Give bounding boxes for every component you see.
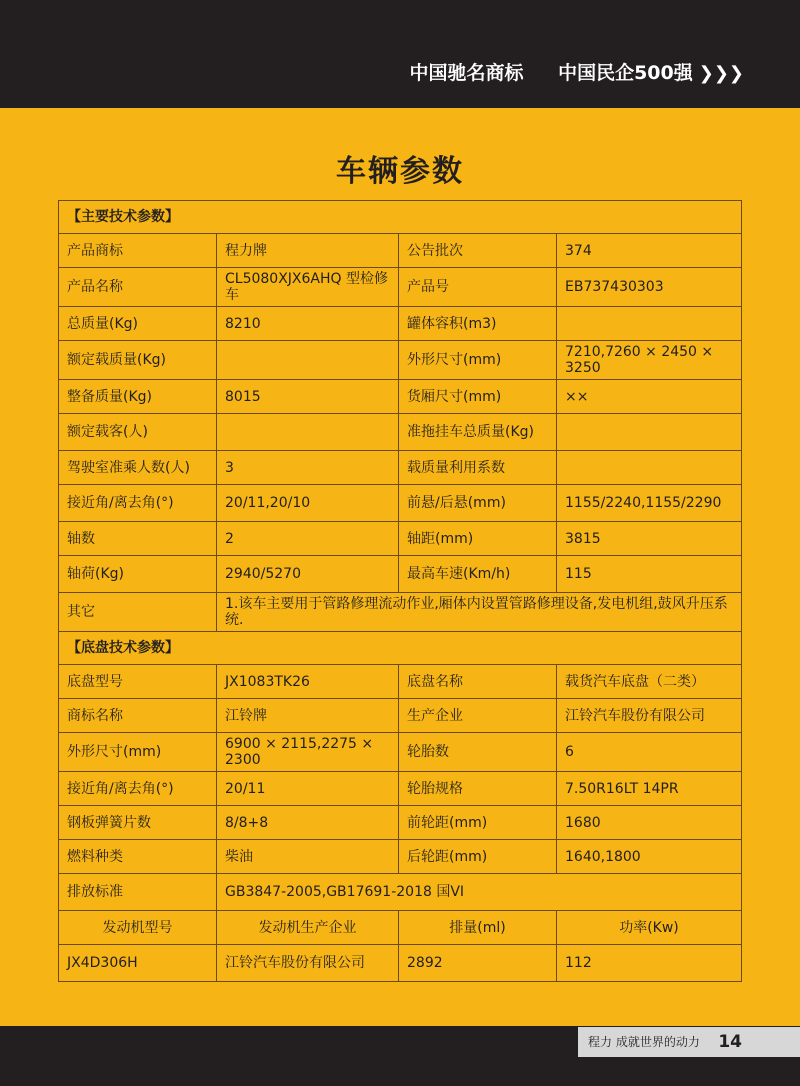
page-number: 14 (718, 1032, 742, 1052)
column-header: 排量(ml) (399, 911, 557, 945)
top-bar (0, 0, 800, 108)
param-label: 其它 (59, 593, 217, 632)
param-value (217, 341, 399, 380)
param-label: 额定载质量(Kg) (59, 341, 217, 380)
param-label: 接近角/离去角(°) (59, 485, 217, 522)
param-label: 载质量利用系数 (399, 451, 557, 485)
table-row (59, 341, 742, 380)
column-header: 发动机生产企业 (217, 911, 399, 945)
table-row (59, 806, 742, 840)
param-label: 后轮距(mm) (399, 840, 557, 874)
param-value: 7.50R16LT 14PR (557, 772, 742, 806)
param-value (217, 414, 399, 451)
param-label: 整备质量(Kg) (59, 380, 217, 414)
param-value: 柴油 (217, 840, 399, 874)
engine-header-row (59, 911, 742, 945)
param-value: JX1083TK26 (217, 665, 399, 699)
param-label: 准拖挂车总质量(Kg) (399, 414, 557, 451)
section-title: 【底盘技术参数】 (59, 632, 742, 665)
param-value: 8/8+8 (217, 806, 399, 840)
table-row (59, 699, 742, 733)
table-row (59, 268, 742, 307)
param-label: 前悬/后悬(mm) (399, 485, 557, 522)
param-label: 货厢尺寸(mm) (399, 380, 557, 414)
param-value: 115 (557, 556, 742, 593)
param-value: 1.该车主要用于管路修理流动作业,厢体内设置管路修理设备,发电机组,鼓风升压系统. (217, 593, 742, 632)
param-value: 8015 (217, 380, 399, 414)
param-label: 轮胎数 (399, 733, 557, 772)
param-value: 载货汽车底盘（二类） (557, 665, 742, 699)
param-value (557, 307, 742, 341)
engine-displacement: 2892 (399, 945, 557, 982)
vehicle-params-table (58, 200, 742, 982)
param-value: 江铃牌 (217, 699, 399, 733)
param-label: 轴数 (59, 522, 217, 556)
footer-tab (578, 1027, 800, 1057)
param-value: CL5080XJX6AHQ 型检修车 (217, 268, 399, 307)
column-header: 发动机型号 (59, 911, 217, 945)
param-value: 20/11 (217, 772, 399, 806)
param-label: 底盘型号 (59, 665, 217, 699)
param-label: 燃料种类 (59, 840, 217, 874)
param-value: 3 (217, 451, 399, 485)
engine-model: JX4D306H (59, 945, 217, 982)
slogan-top-500: 中国民企500强 (558, 62, 693, 84)
table-row (59, 307, 742, 341)
param-value: 1680 (557, 806, 742, 840)
triple-chevron-right-icon: ❯❯❯ (698, 63, 744, 84)
param-label: 产品号 (399, 268, 557, 307)
engine-power: 112 (557, 945, 742, 982)
table-row (59, 380, 742, 414)
param-label: 产品名称 (59, 268, 217, 307)
param-label: 前轮距(mm) (399, 806, 557, 840)
table-row (59, 593, 742, 632)
table-row (59, 485, 742, 522)
param-label: 总质量(Kg) (59, 307, 217, 341)
param-value: 374 (557, 234, 742, 268)
param-label: 外形尺寸(mm) (59, 733, 217, 772)
table-row (59, 874, 742, 911)
column-header: 功率(Kw) (557, 911, 742, 945)
param-value: 程力牌 (217, 234, 399, 268)
table-row (59, 665, 742, 699)
param-value: 1155/2240,1155/2290 (557, 485, 742, 522)
table-row (59, 733, 742, 772)
section-header-chassis (59, 632, 742, 665)
section-title: 【主要技术参数】 (59, 201, 742, 234)
table-row (59, 772, 742, 806)
param-value: 6 (557, 733, 742, 772)
param-value: 江铃汽车股份有限公司 (557, 699, 742, 733)
param-value (557, 414, 742, 451)
param-value: 2940/5270 (217, 556, 399, 593)
table-row (59, 414, 742, 451)
param-label: 轴荷(Kg) (59, 556, 217, 593)
param-value: 3815 (557, 522, 742, 556)
param-label: 轴距(mm) (399, 522, 557, 556)
param-label: 外形尺寸(mm) (399, 341, 557, 380)
page-body (0, 108, 800, 1026)
param-label: 生产企业 (399, 699, 557, 733)
param-label: 商标名称 (59, 699, 217, 733)
page-title: 车辆参数 (336, 154, 464, 189)
section-header-main (59, 201, 742, 234)
param-label: 排放标准 (59, 874, 217, 911)
param-value: 1640,1800 (557, 840, 742, 874)
param-label: 产品商标 (59, 234, 217, 268)
table-row (59, 556, 742, 593)
param-label: 公告批次 (399, 234, 557, 268)
param-label: 钢板弹簧片数 (59, 806, 217, 840)
param-label: 接近角/离去角(°) (59, 772, 217, 806)
engine-manufacturer: 江铃汽车股份有限公司 (217, 945, 399, 982)
table-row (59, 234, 742, 268)
param-value: 7210,7260 × 2450 × 3250 (557, 341, 742, 380)
param-value: 2 (217, 522, 399, 556)
param-value: 8210 (217, 307, 399, 341)
table-row (59, 451, 742, 485)
param-label: 轮胎规格 (399, 772, 557, 806)
param-value: EB737430303 (557, 268, 742, 307)
param-value: GB3847-2005,GB17691-2018 国VI (217, 874, 742, 911)
param-value: 6900 × 2115,2275 × 2300 (217, 733, 399, 772)
engine-row (59, 945, 742, 982)
footer-slogan: 程力 成就世界的动力 (588, 1035, 700, 1049)
slogan-famous-trademark: 中国驰名商标 (409, 62, 524, 84)
param-value: 20/11,20/10 (217, 485, 399, 522)
header-slogans (381, 58, 744, 85)
param-label: 罐体容积(m3) (399, 307, 557, 341)
param-label: 最高车速(Km/h) (399, 556, 557, 593)
param-label: 底盘名称 (399, 665, 557, 699)
param-label: 驾驶室准乘人数(人) (59, 451, 217, 485)
table-row (59, 522, 742, 556)
param-value (557, 451, 742, 485)
param-value: ×× (557, 380, 742, 414)
table-row (59, 840, 742, 874)
param-label: 额定载客(人) (59, 414, 217, 451)
